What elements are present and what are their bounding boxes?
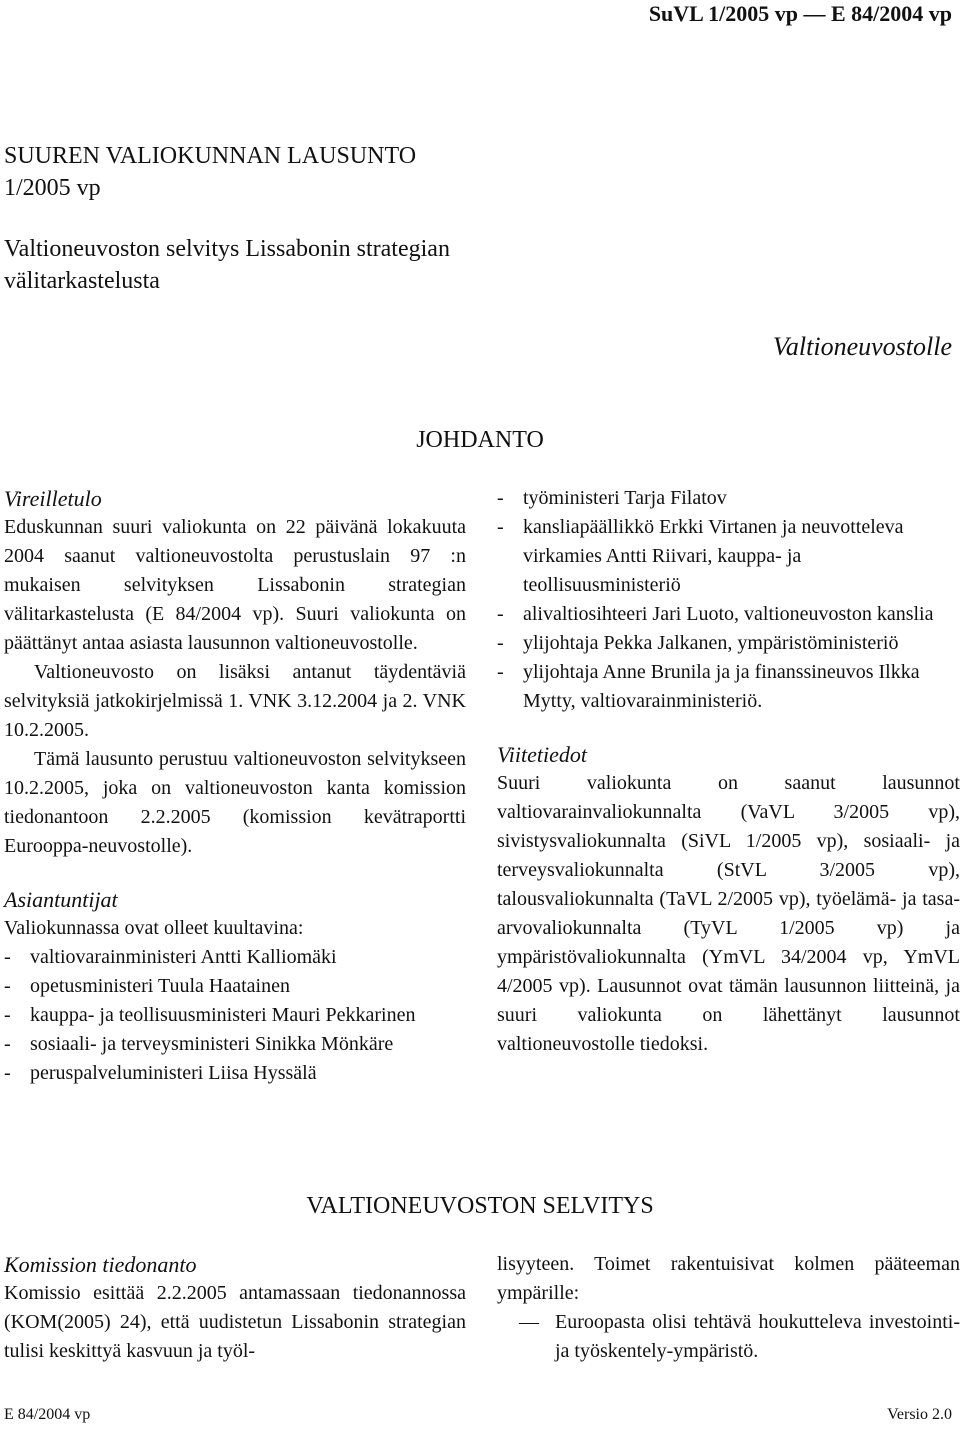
footer-document-id: E 84/2004 vp (4, 1406, 91, 1423)
document-title-line-2: 1/2005 vp (4, 175, 101, 201)
johdanto-right-column (497, 484, 960, 1059)
komission-tiedonanto-paragraph: Komissio esittää 2.2.2005 antamassaan tiedonannossa (KOM(2005) 24), että uudistetun Lissabonin strategian tulisi keskittyä kasvuun ja työl- (4, 1282, 466, 1362)
vireilletulo-paragraph-2: Valtioneuvosto on lisäksi antanut täydentäviä selvityksiä jatkokirjelmissä 1. VNK 3.12.2004 ja 2. VNK 10.2.2005. (4, 661, 466, 741)
expert-list-item: - peruspalveluministeri Liisa Hyssälä (4, 1059, 466, 1088)
expert-list-item: - opetusministeri Tuula Haatainen (4, 972, 466, 1001)
expert-list-item: - ylijohtaja Anne Brunila ja ja finanssineuvos Ilkka Mytty, valtiovarainministeriö. (497, 658, 960, 716)
footer-version: Versio 2.0 (887, 1406, 952, 1423)
document-title-line-1: SUUREN VALIOKUNNAN LAUSUNTO (4, 143, 417, 169)
viitetiedot-heading: Viitetiedot (497, 742, 588, 767)
johdanto-left-column (4, 484, 466, 1088)
viitetiedot-paragraph: Suuri valiokunta on saanut lausunnot valtiovarainvaliokunnalta (VaVL 3/2005 vp), sivistysvaliokunnalta (SiVL 1/2005 vp), sosiaali- ja terveysvaliokunnalta (StVL 3/2005 vp), talousvaliokunnalta (TaVL 2/2005 vp), työelämä- ja tasa-arvovaliokunnalta (TyVL 1/2005 vp) ja ympäristövaliokunnalta (YmVL 34/2004 vp, YmVL 4/2005 vp). Lausunnot ovat tämän lausunnon liitteinä, ja suuri valiokunta on lähettänyt lausunnot valtioneuvostolle tiedoksi. (497, 772, 960, 1055)
document-subtitle (4, 233, 450, 297)
expert-list-item: - sosiaali- ja terveysministeri Sinikka Mönkäre (4, 1030, 466, 1059)
section-heading-johdanto: JOHDANTO (416, 427, 544, 453)
expert-list-item: - kauppa- ja teollisuusministeri Mauri Pekkarinen (4, 1001, 466, 1030)
expert-list-right (497, 484, 960, 716)
document-reference: SuVL 1/2005 vp — E 84/2004 vp (648, 1, 952, 26)
expert-list-item: - työministeri Tarja Filatov (497, 484, 960, 513)
expert-list-item: - kansliapäällikkö Erkki Virtanen ja neuvotteleva virkamies Antti Riivari, kauppa- ja teollisuusministeriö (497, 513, 960, 600)
selvitys-right-column (497, 1250, 960, 1366)
komission-tiedonanto-heading: Komission tiedonanto (4, 1252, 197, 1277)
theme-list (497, 1308, 960, 1366)
section-heading-selvitys: VALTIONEUVOSTON SELVITYS (306, 1193, 654, 1219)
vireilletulo-heading: Vireilletulo (4, 486, 102, 511)
asiantuntijat-intro: Valiokunnassa ovat olleet kuultavina: (4, 917, 304, 939)
asiantuntijat-heading: Asiantuntijat (4, 887, 118, 912)
document-title (4, 140, 416, 204)
recipient: Valtioneuvostolle (772, 332, 952, 361)
theme-list-item: — Euroopasta olisi tehtävä houkutteleva investointi- ja työskentely-ympäristö. (497, 1308, 960, 1366)
vireilletulo-paragraph-1: Eduskunnan suuri valiokunta on 22 päivänä lokakuuta 2004 saanut valtioneuvostolta perustuslain 97 :n mukaisen selvityksen Lissabonin strategian välitarkastelusta (E 84/2004 vp). Suuri valiokunta on päättänyt antaa asiasta lausunnon valtioneuvostolle. (4, 516, 466, 654)
document-subtitle-line-2: välitarkastelusta (4, 268, 160, 294)
document-subtitle-line-1: Valtioneuvoston selvitys Lissabonin strategian (4, 236, 450, 262)
komission-tiedonanto-continuation: lisyyteen. Toimet rakentuisivat kolmen pääteeman ympärille: (497, 1253, 960, 1304)
expert-list-left (4, 943, 466, 1088)
expert-list-item: - ylijohtaja Pekka Jalkanen, ympäristöministeriö (497, 629, 960, 658)
selvitys-left-column (4, 1250, 466, 1366)
expert-list-item: - valtiovarainministeri Antti Kalliomäki (4, 943, 466, 972)
vireilletulo-paragraph-3: Tämä lausunto perustuu valtioneuvoston selvitykseen 10.2.2005, joka on valtioneuvoston kanta komission tiedonantoon 2.2.2005 (komission kevätraportti Eurooppa-neuvostolle). (4, 748, 466, 857)
expert-list-item: - alivaltiosihteeri Jari Luoto, valtioneuvoston kanslia (497, 600, 960, 629)
